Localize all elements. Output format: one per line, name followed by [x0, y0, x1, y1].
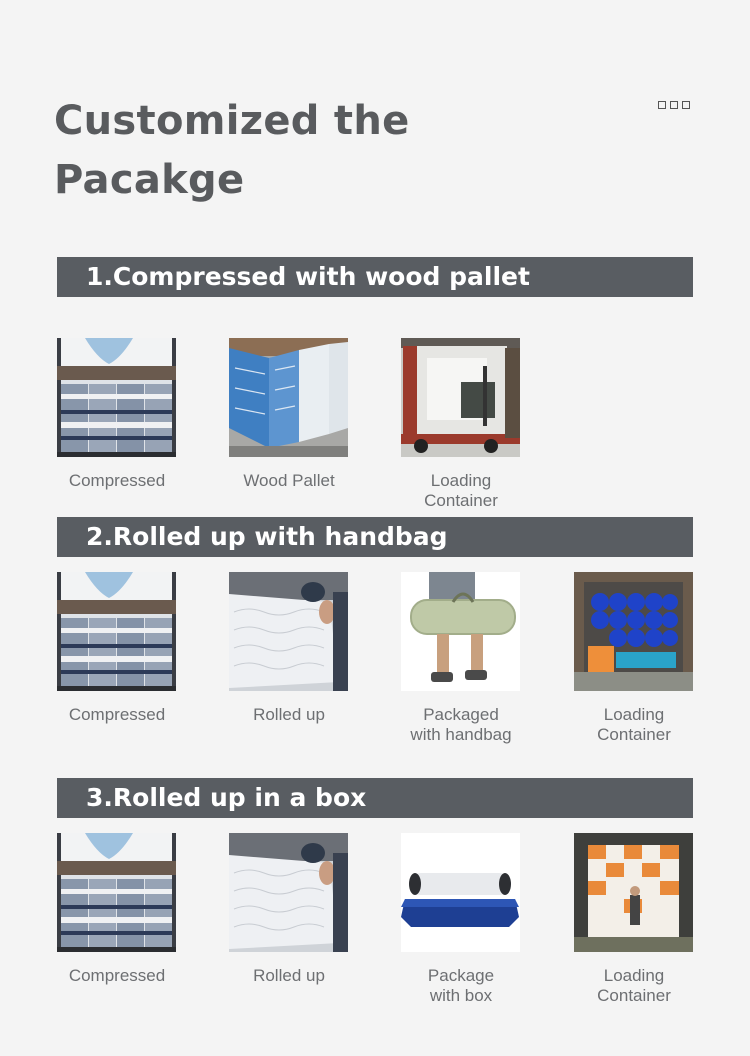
option-card: [574, 833, 694, 1006]
option-card: [57, 338, 177, 491]
option-card: [57, 572, 177, 725]
rolled-mattress-photo: [229, 572, 348, 691]
option-card: [229, 572, 349, 725]
option-caption: Compressed: [68, 705, 166, 724]
option-card: [401, 572, 521, 745]
section-heading-rolled-box: 3.Rolled up in a box: [57, 778, 693, 818]
compressed-mattresses-photo: [57, 338, 176, 457]
page-title: [54, 92, 410, 210]
option-caption: Rolled up: [253, 966, 325, 985]
option-caption: Loading Container: [424, 471, 498, 510]
boxes-container-photo: [574, 833, 693, 952]
option-card: [229, 338, 349, 491]
section-heading-compressed-pallet: 1.Compressed with wood pallet: [57, 257, 693, 297]
option-caption: Package with box: [427, 966, 495, 1005]
option-caption: Compressed: [68, 966, 166, 985]
more-options-icon[interactable]: [658, 101, 690, 109]
option-caption: Rolled up: [253, 705, 325, 724]
option-caption: Compressed: [68, 471, 166, 490]
compressed-mattresses-photo: [57, 833, 176, 952]
rolled-mattress-photo: [229, 833, 348, 952]
option-caption: Wood Pallet: [243, 471, 335, 490]
option-card: [401, 338, 521, 511]
option-card: [57, 833, 177, 986]
page-title-line2: Pacakge: [54, 157, 245, 203]
option-caption: Loading Container: [597, 705, 671, 744]
section-heading-rolled-handbag: 2.Rolled up with handbag: [57, 517, 693, 557]
option-caption: Packaged with handbag: [410, 705, 512, 744]
blue-rolls-container-photo: [574, 572, 693, 691]
page-title-line1: Customized the: [54, 98, 410, 144]
option-caption: Loading Container: [597, 966, 671, 1005]
compressed-mattresses-photo: [57, 572, 176, 691]
wood-pallet-photo: [229, 338, 348, 457]
option-card: [574, 572, 694, 745]
box-package-photo: [401, 833, 520, 952]
option-card: [229, 833, 349, 986]
container-loading-photo: [401, 338, 520, 457]
option-card: [401, 833, 521, 1006]
handbag-photo: [401, 572, 520, 691]
